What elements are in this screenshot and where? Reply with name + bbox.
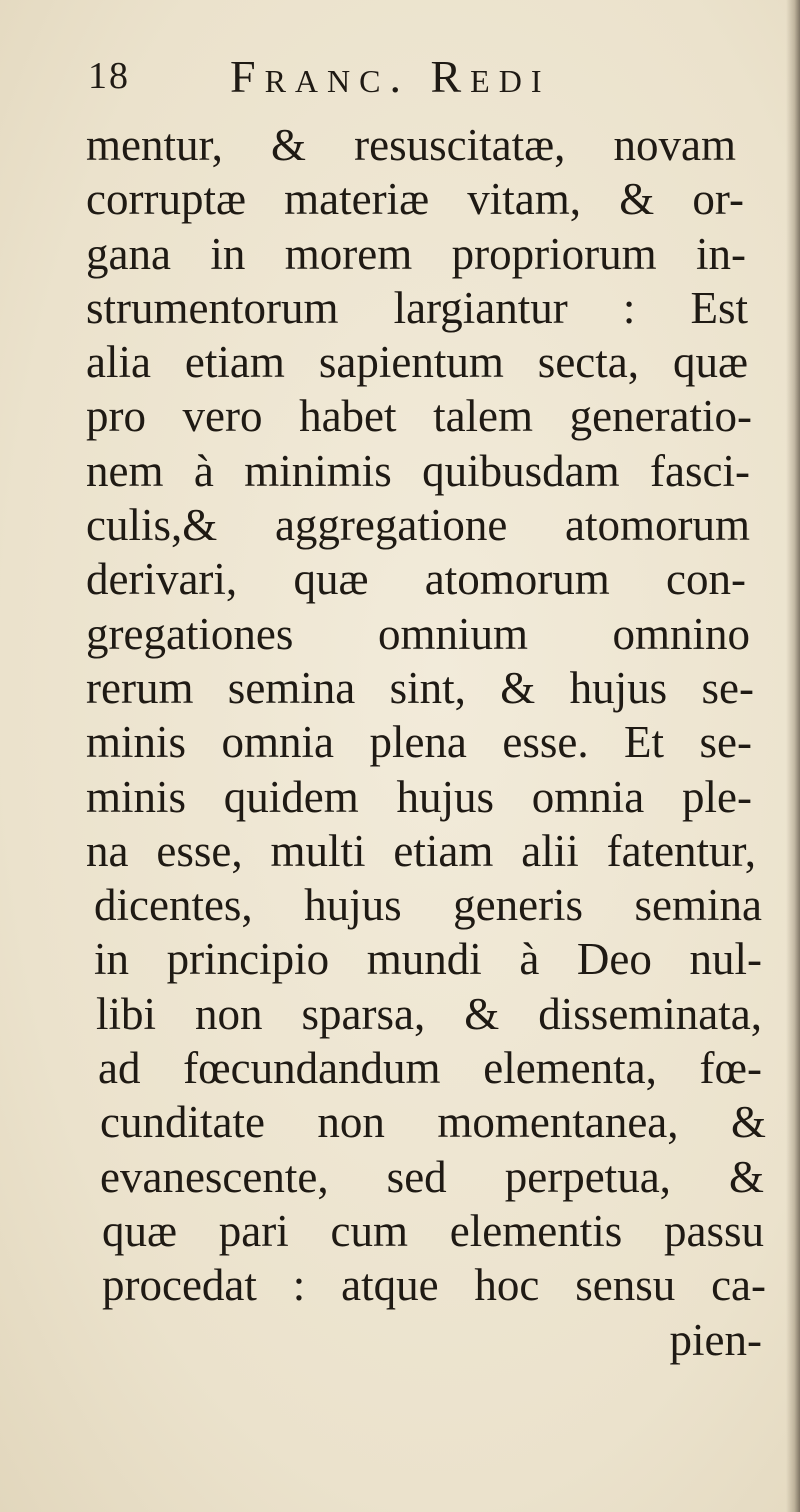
text-line: mentur, & resuscitatæ, novam bbox=[86, 120, 736, 170]
text-line: nem à minimis quibusdam fasci- bbox=[86, 445, 750, 496]
text-line: ad fœcundandum elementa, fœ- bbox=[98, 1043, 762, 1094]
text-line: culis,& aggregatione atomorum bbox=[86, 500, 750, 551]
text-line: na esse, multi etiam alii fatentur, bbox=[86, 825, 756, 876]
text-line: quæ pari cum elementis passu bbox=[102, 1205, 764, 1256]
text-line: minis quidem hujus omnia ple- bbox=[86, 771, 752, 822]
text-line: minis omnia plena esse. Et se- bbox=[86, 717, 752, 768]
text-line: in principio mundi à Deo nul- bbox=[94, 934, 762, 985]
text-line: derivari, quæ atomorum con- bbox=[86, 554, 746, 605]
text-line: alia etiam sapientum secta, quæ bbox=[86, 337, 748, 388]
page-number: 18 bbox=[88, 55, 130, 97]
text-line: evanescente, sed perpetua, & bbox=[100, 1151, 764, 1202]
text-line: corruptæ materiæ vitam, & or- bbox=[86, 174, 744, 225]
text-line: gregationes omnium omnino bbox=[86, 608, 750, 659]
catchword: pien- bbox=[669, 1314, 762, 1365]
running-head bbox=[88, 50, 728, 106]
page-edge-shadow bbox=[786, 0, 800, 1512]
text-line: gana in morem propriorum in- bbox=[86, 228, 746, 279]
text-line: dicentes, hujus generis semina bbox=[94, 880, 762, 931]
body-text bbox=[86, 118, 776, 1367]
text-line: rerum semina sint, & hujus se- bbox=[86, 662, 754, 713]
text-line: procedat : atque hoc sensu ca- bbox=[102, 1260, 766, 1311]
text-line: strumentorum largiantur : Est bbox=[86, 282, 748, 333]
text-line: cunditate non momentanea, & bbox=[100, 1097, 766, 1148]
text-line: libi non sparsa, & disseminata, bbox=[96, 988, 762, 1039]
text-line: pro vero habet talem generatio- bbox=[86, 391, 752, 442]
running-title: Franc. Redi bbox=[230, 51, 551, 102]
